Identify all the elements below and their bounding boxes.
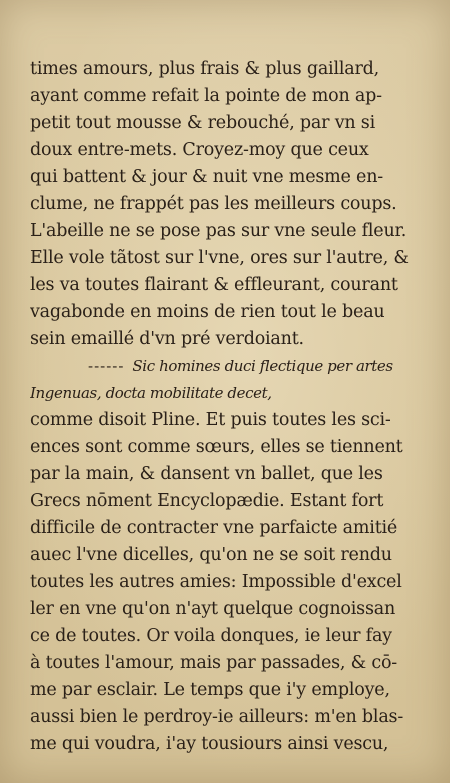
text-line: me qui voudra, i'ay tousiours ainsi vescu, <box>30 734 389 754</box>
verse-text: Sic homines duci flectique per artes <box>132 357 393 375</box>
text-line: à toutes l'amour, mais par passades, & cō- <box>30 653 397 673</box>
text-line: comme disoit Pline. Et puis toutes les sci- <box>30 410 391 430</box>
text-line: ayant comme refait la pointe de mon ap- <box>30 86 382 106</box>
text-line: ences sont comme sœurs, elles se tiennent <box>30 437 403 457</box>
text-line: doux entre-mets. Croyez-moy que ceux <box>30 140 369 160</box>
verse-dash: ------ <box>88 357 125 375</box>
page-text <box>30 56 435 758</box>
text-line: Elle vole tãtost sur l'vne, ores sur l'autre, & <box>30 248 409 268</box>
verse-quote-line-2: Ingenuas, docta mobilitate decet, <box>30 384 272 402</box>
text-line: clume, ne frappét pas les meilleurs coups. <box>30 194 397 214</box>
text-line: times amours, plus frais & plus gaillard, <box>30 59 380 79</box>
text-line: sein emaillé d'vn pré verdoiant. <box>30 329 304 349</box>
text-line: auec l'vne dicelles, qu'on ne se soit rendu <box>30 545 392 565</box>
text-line: aussi bien le perdroy-ie ailleurs: m'en blas- <box>30 707 404 727</box>
text-line: difficile de contracter vne parfaicte amitié <box>30 518 398 538</box>
text-line: ler en vne qu'on n'ayt quelque cognoissan <box>30 599 396 619</box>
text-line: par la main, & dansent vn ballet, que les <box>30 464 383 484</box>
text-line: les va toutes flairant & effleurant, courant <box>30 275 398 295</box>
text-line: vagabonde en moins de rien tout le beau <box>30 302 385 322</box>
text-line: toutes les autres amies: Impossible d'excel <box>30 572 402 592</box>
verse-quote-line-1 <box>30 353 435 380</box>
text-line: L'abeille ne se pose pas sur vne seule fleur. <box>30 221 407 241</box>
text-line: me par esclair. Le temps que i'y employe, <box>30 680 390 700</box>
text-line: petit tout mousse & rebouché, par vn si <box>30 113 375 133</box>
text-line: qui battent & jour & nuit vne mesme en- <box>30 167 383 187</box>
text-line: Grecs nōment Encyclopædie. Estant fort <box>30 491 384 511</box>
text-line: ce de toutes. Or voila donques, ie leur fay <box>30 626 392 646</box>
